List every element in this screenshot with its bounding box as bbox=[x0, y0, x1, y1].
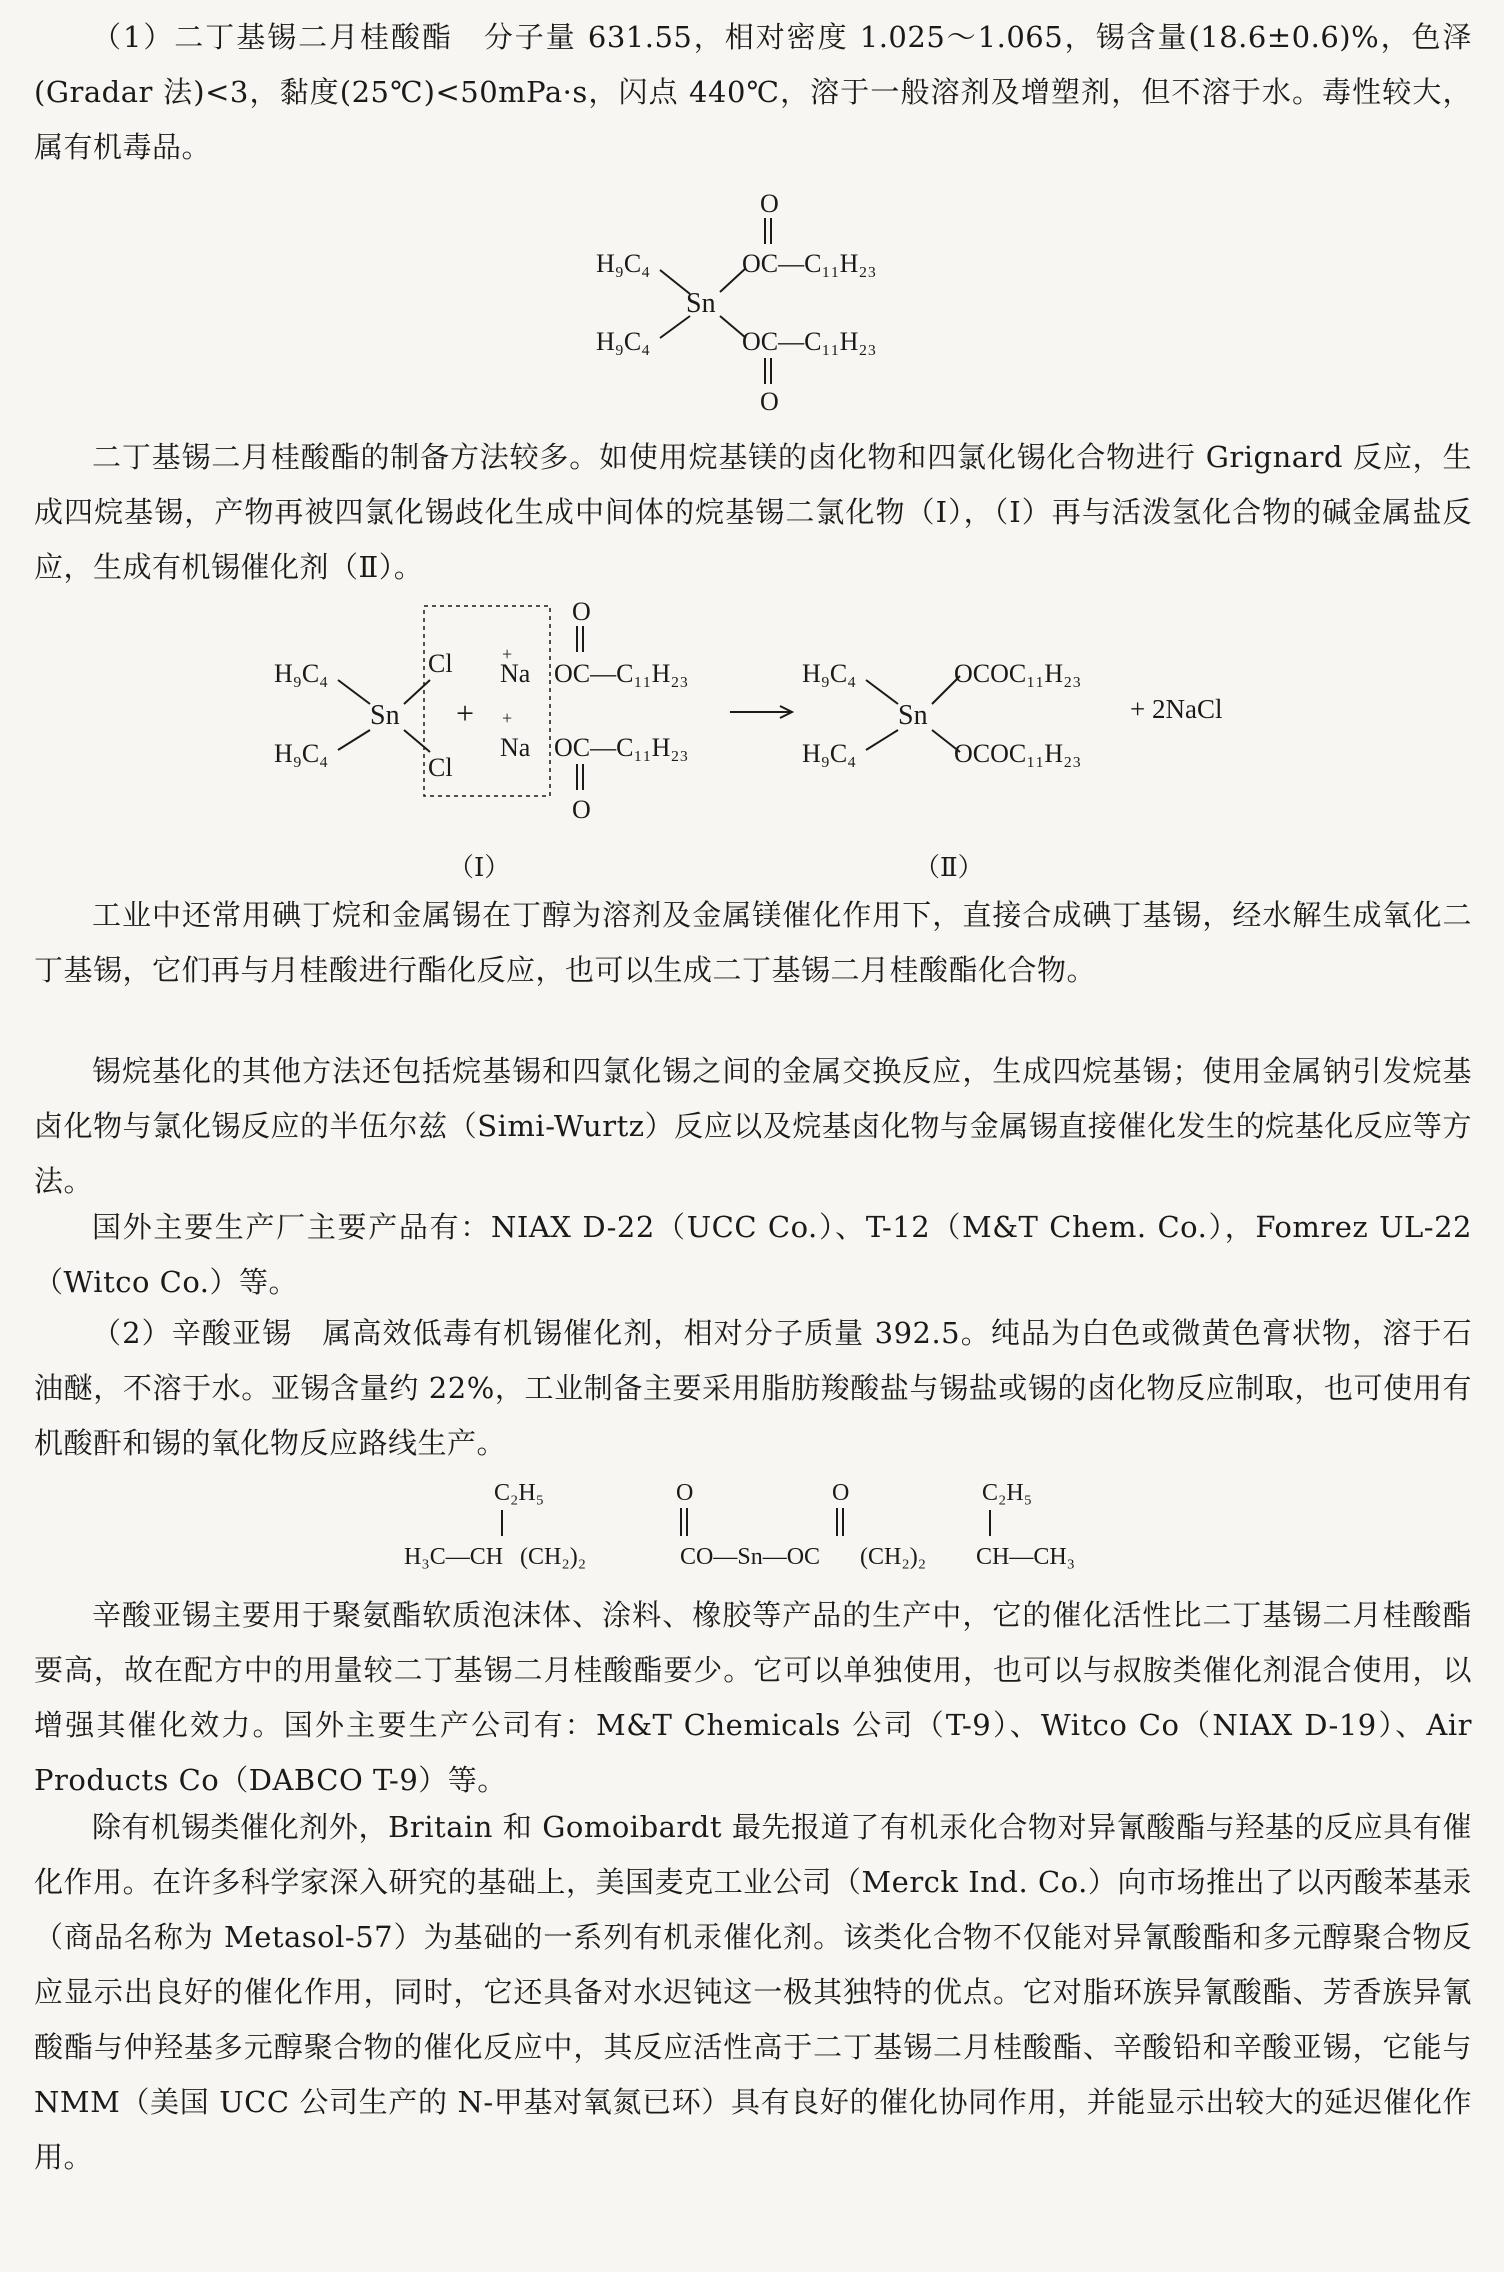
butyl-group-top: H₉C₄ bbox=[596, 249, 651, 278]
para-dbtdl-properties: （1）二丁基锡二月桂酸酯 分子量 631.55，相对密度 1.025～1.065，锡含量(18.6±0.6)%，色泽(Gradar 法)<3，黏度(25℃)<50mPa·s，闪点 440℃，溶于一般溶剂及增塑剂，但不溶于水。毒性较大，属有机毒品。 bbox=[34, 20, 1472, 164]
salt-carbonyl-o-top: O bbox=[572, 597, 591, 626]
octoate-chain-left: H₃C—CH bbox=[404, 1544, 504, 1570]
carbonyl-o-bottom: O bbox=[760, 387, 779, 416]
product-butyl-top: H₉C₄ bbox=[802, 659, 857, 688]
para-stannous-octoate: （2）辛酸亚锡 属高效低毒有机锡催化剂，相对分子质量 392.5。纯品为白色或微黄色膏状物，溶于石油醚，不溶于水。亚锡含量约 22%，工业制备主要采用脂肪羧酸盐与锡盐或锡的卤化物反应制取，也可使用有机酸酐和锡的氧化物反应路线生产。 bbox=[34, 1316, 1472, 1460]
product-tin-atom: Sn bbox=[898, 700, 928, 731]
salt-laurate-bottom: OC—C₁₁H₂₃ bbox=[554, 733, 689, 762]
ethyl-group-left: C₂H₅ bbox=[494, 1480, 545, 1506]
salt-laurate-top: OC—C₁₁H₂₃ bbox=[554, 659, 689, 688]
salt-carbonyl-o-bottom: O bbox=[572, 795, 591, 824]
para-organomercury-catalysts: 除有机锡类催化剂外，Britain 和 Gomoibardt 最先报道了有机汞化合物对异氰酸酯与羟基的反应具有催化作用。在许多科学家深入研究的基础上，美国麦克工业公司（Merck Ind. Co.）向市场推出了以丙酸苯基汞（商品名称为 Metasol-57）为基础的一系列有机汞催化剂。该类化合物不仅能对异氰酸酯和多元醇聚合物反应显示出良好的催化作用，同时，它还具备对水迟钝这一极其独特的优点。它对脂环族异氰酸酯、芳香族异氰酸酯与仲羟基多元醇聚合物的催化反应中，其反应活性高于二丁基锡二月桂酸酯、辛酸铅和辛酸亚锡，它能与 NMM（美国 UCC 公司生产的 N-甲基对氧氮已环）具有良好的催化协同作用，并能显示出较大的延迟催化作用。 bbox=[34, 1810, 1472, 2174]
product-laurate-top: OCOC₁₁H₂₃ bbox=[954, 659, 1082, 688]
methylene-left: (CH₂)₂ bbox=[520, 1544, 587, 1570]
byproduct-nacl: + 2NaCl bbox=[1130, 694, 1223, 724]
chlorine-bottom: Cl bbox=[428, 753, 453, 782]
reactant-tin-atom: Sn bbox=[370, 700, 400, 731]
sodium-charge-top: + bbox=[502, 644, 513, 664]
octoate-carbonyl-o-left: O bbox=[676, 1480, 694, 1506]
sodium-bottom: Na bbox=[500, 733, 531, 762]
para-industrial-synthesis: 工业中还常用碘丁烷和金属锡在丁醇为溶剂及金属镁催化作用下，直接合成碘丁基锡，经水解生成氧化二丁基锡，它们再与月桂酸进行酯化反应，也可以生成二丁基锡二月桂酸酯化合物。 bbox=[34, 898, 1472, 987]
plus-sign-reactants: + bbox=[456, 695, 475, 731]
para-octoate-applications: 辛酸亚锡主要用于聚氨酯软质泡沫体、涂料、橡胶等产品的生产中，它的催化活性比二丁基锡二月桂酸酯要高，故在配方中的用量较二丁基锡二月桂酸酯要少。它可以单独使用，也可以与叔胺类催化剂混合使用，以增强其催化效力。国外主要生产公司有：M&T Chemicals 公司（T-9）、Witco Co（NIAX D-19）、Air Products Co（DABCO T-9）等。 bbox=[34, 1598, 1472, 1797]
methylene-right: (CH₂)₂ bbox=[860, 1544, 927, 1570]
ethyl-group-right: C₂H₅ bbox=[982, 1480, 1033, 1506]
stannous-octoate-structure bbox=[390, 1472, 1150, 1582]
product-butyl-bottom: H₉C₄ bbox=[802, 739, 857, 768]
reaction-scheme bbox=[270, 597, 1260, 890]
para-dbtdl-preparation: 二丁基锡二月桂酸酯的制备方法较多。如使用烷基镁的卤化物和四氯化锡化合物进行 Grignard 反应，生成四烷基锡，产物再被四氯化锡歧化生成中间体的烷基锡二氯化物（Ⅰ），（Ⅰ）再与活泼氢化合物的碱金属盐反应，生成有机锡催化剂（Ⅱ）。 bbox=[34, 440, 1472, 584]
ester-tin-core: CO—Sn—OC bbox=[680, 1544, 821, 1570]
para-alkylation-methods: 锡烷基化的其他方法还包括烷基锡和四氯化锡之间的金属交换反应，生成四烷基锡；使用金属钠引发烷基卤化物与氯化锡反应的半伍尔兹（Simi-Wurtz）反应以及烷基卤化物与金属锡直接催化发生的烷基化反应等方法。 bbox=[34, 1054, 1472, 1198]
sodium-charge-bottom: + bbox=[502, 708, 513, 728]
compound-label-ii: （Ⅱ） bbox=[914, 853, 984, 882]
butyl-group-bottom: H₉C₄ bbox=[596, 327, 651, 356]
sodium-top: Na bbox=[500, 659, 531, 688]
laurate-group-top: OC—C₁₁H₂₃ bbox=[742, 249, 877, 278]
laurate-group-bottom: OC—C₁₁H₂₃ bbox=[742, 327, 877, 356]
tin-atom: Sn bbox=[686, 288, 716, 319]
dbtdl-structure bbox=[590, 186, 930, 420]
product-laurate-bottom: OCOC₁₁H₂₃ bbox=[954, 739, 1082, 768]
octoate-carbonyl-o-right: O bbox=[832, 1480, 850, 1506]
para-foreign-products: 国外主要生产厂主要产品有：NIAX D-22（UCC Co.）、T-12（M&T Chem. Co.），Fomrez UL-22（Witco Co.）等。 bbox=[34, 1210, 1472, 1299]
reactant-butyl-top: H₉C₄ bbox=[274, 659, 329, 688]
reactant-butyl-bottom: H₉C₄ bbox=[274, 739, 329, 768]
chlorine-top: Cl bbox=[428, 649, 453, 678]
carbonyl-o-top: O bbox=[760, 189, 779, 218]
octoate-chain-right: CH—CH₃ bbox=[976, 1544, 1076, 1570]
compound-label-i: （Ⅰ） bbox=[448, 853, 511, 882]
